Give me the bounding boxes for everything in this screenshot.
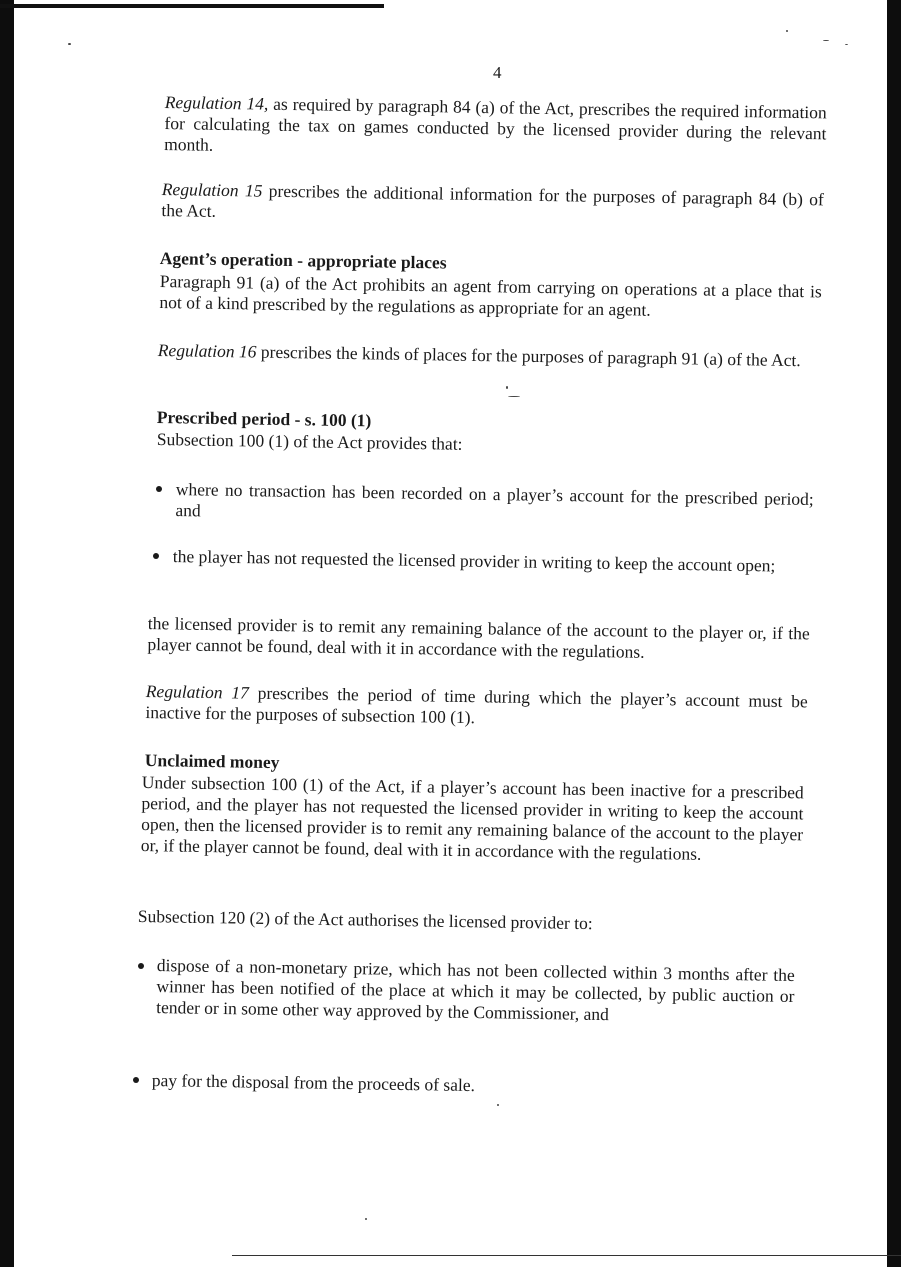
s120-bullet-2: pay for the disposal from the proceeds of sale.: [151, 1070, 476, 1096]
period-bullet-1: where no transaction has been recorded on a player’s account for the prescribed period; and: [175, 479, 814, 521]
scan-right-edge: [887, 0, 901, 1267]
scan-speck: [497, 1104, 499, 1106]
s120-bullet-1: dispose of a non-monetary prize, which has not been collected within 3 months after the winner has been notified of the place at which it may be collected, by public auction or tender or in some other way approved by the Commissioner, and: [156, 955, 795, 1025]
unclaimed-money-heading: Unclaimed money: [144, 750, 280, 773]
regulation-17-text: prescribes the period of time during which the player’s account must be inactive for the purposes of subsection 100 (1).: [145, 682, 808, 728]
agents-operation-paragraph: Paragraph 91 (a) of the Act prohibits an agent from carrying on operations at a place that is not of a kind prescribed by the regulations as appropriate for an agent.: [159, 271, 822, 320]
regulation-16-lead: Regulation 16: [157, 340, 257, 362]
regulation-14-text: as required by paragraph 84 (a) of the Act, prescribes the required information for calculating the tax on games conducted by the licensed provider during the relevant month.: [164, 93, 827, 155]
regulation-14-paragraph: [164, 92, 827, 165]
subsection-120-intro: Subsection 120 (2) of the Act authorises the licensed provider to:: [137, 906, 593, 934]
scan-speck: [365, 1218, 367, 1220]
scan-speck: [508, 396, 520, 397]
prescribed-period-outro: the licensed provider is to remit any remaining balance of the account to the player or, if the player cannot be found, deal with it in accordance with the regulations.: [147, 613, 810, 662]
scan-top-line: [0, 4, 384, 8]
bullet-dot: [156, 486, 162, 492]
regulation-16-text: prescribes the kinds of places for the purposes of paragraph 91 (a) of the Act.: [256, 341, 801, 371]
regulation-17-paragraph: [145, 681, 808, 733]
unclaimed-money-paragraph: Under subsection 100 (1) of the Act, if a player’s account has been inactive for a prescribed period, and the player has not requested the licensed provider in writing to keep the account open, then the licensed provider is to remit any remaining balance of the account to the player or, if the player cannot be found, deal with it in accordance with the regulations.: [140, 772, 804, 864]
regulation-15-lead: Regulation 15: [161, 179, 263, 201]
period-bullet-2: the player has not requested the licensed provider in writing to keep the account open;: [172, 546, 776, 576]
scan-speck: [506, 386, 508, 389]
bullet-dot: [133, 1077, 139, 1083]
scan-speck: [68, 43, 71, 45]
regulation-16-paragraph: [158, 340, 820, 371]
bullet-dot: [138, 963, 144, 969]
page-number: 4: [493, 63, 502, 82]
regulation-17-lead: Regulation 17: [145, 681, 250, 703]
scan-speck: [823, 40, 829, 41]
prescribed-period-heading: Prescribed period - s. 100 (1): [156, 407, 372, 431]
regulation-15-text: prescribes the additional information for the purposes of paragraph 84 (b) of the Act.: [161, 180, 824, 221]
prescribed-period-intro: Subsection 100 (1) of the Act provides that:: [156, 429, 463, 454]
agents-operation-heading: Agent’s operation - appropriate places: [159, 248, 447, 273]
regulation-15-paragraph: [161, 179, 824, 231]
scan-speck: [786, 30, 788, 32]
scan-speck: [845, 44, 848, 45]
scan-left-edge: [0, 0, 14, 1267]
regulation-14-lead: Regulation 14,: [164, 92, 269, 114]
bullet-dot: [153, 553, 159, 559]
scan-bottom-line: [232, 1255, 901, 1256]
